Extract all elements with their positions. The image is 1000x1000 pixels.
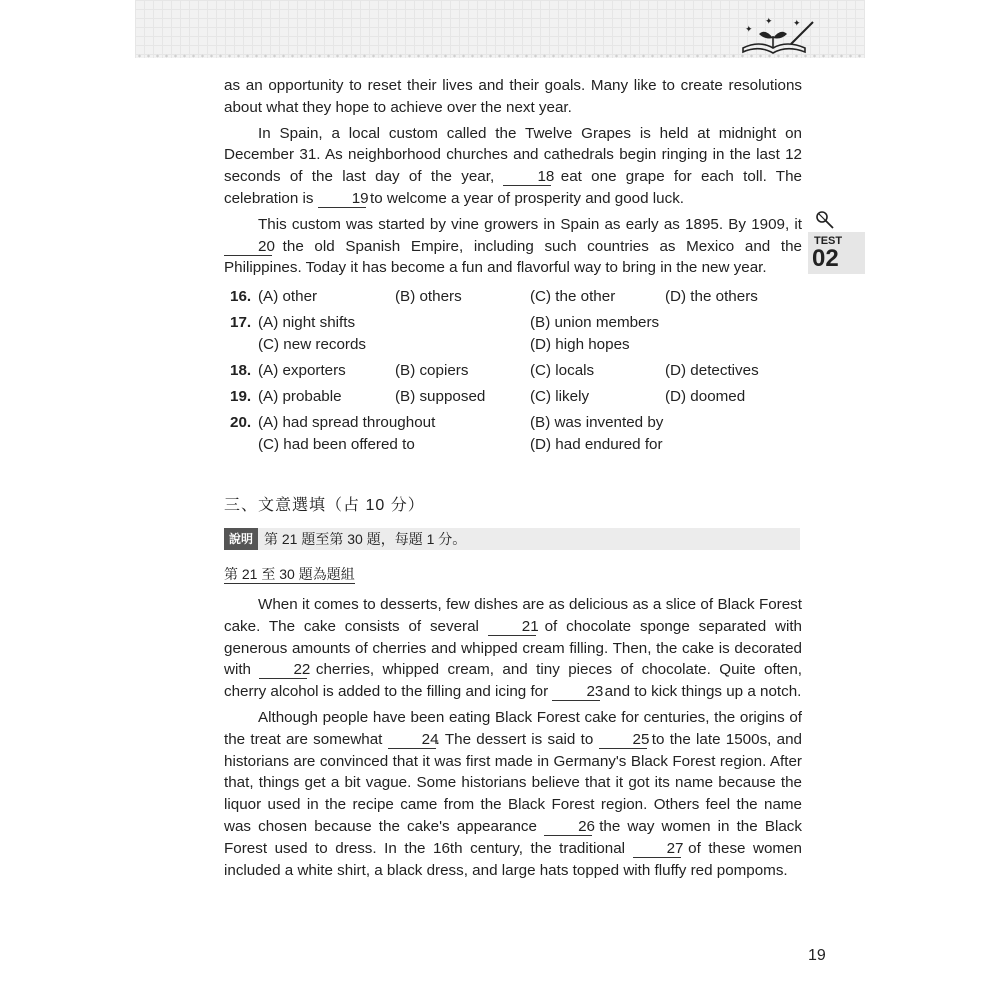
option-a: (A) other [258, 288, 318, 305]
blank-26: 26 [544, 818, 592, 836]
blank-22: 22 [259, 661, 307, 679]
option-a: (A) exporters [258, 362, 346, 379]
option-c: (C) the other [530, 288, 616, 305]
option-b: (B) others [395, 288, 462, 305]
group-label: 第 21 至 30 題為題組 [224, 566, 355, 582]
paragraph-twelve-grapes: In Spain, a local custom called the Twelve Grapes is held at midnight on December 31. As neighborhood churches and cathedrals begin ringing in the last 12 seconds of the last day of the year, 18 eat one grape for each toll. The celebration is 19 to welcome a year of prosperity and good luck. [224, 124, 802, 207]
paragraph-cake: When it comes to desserts, few dishes are as delicious as a slice of Black Forest cake. The cake consists of several 21 of chocolate sponge separated with generous amounts of cherries and whipped cream filling. Then, the cake is decorated with 22 cherries, whipped cream, and tiny pieces of chocolate. Quite often, cherry alcohol is added to the filling and icing for 23 and to kick things up a notch. [224, 596, 802, 701]
section-title: 三、文意選填（占 10 分） [224, 497, 425, 514]
option-d: (D) the others [665, 288, 758, 305]
option-c: (C) likely [530, 388, 590, 405]
paragraph-custom-origin: This custom was started by vine growers in Spain as early as 1895. By 1909, it 20 the old Spanish Empire, including such countries as Mexico and the Philippines. Today it has become a fun and flavorful way to bring in the new year. [224, 215, 802, 277]
instruction-label: 說明 [224, 528, 258, 550]
test-tab [808, 208, 865, 274]
option-a: (A) had spread throughout [258, 414, 436, 431]
instruction-bar [224, 528, 800, 550]
option-d: (D) detectives [665, 362, 759, 379]
option-c: (C) locals [530, 362, 595, 379]
blank-25: 25 [599, 731, 647, 749]
instruction-text: 第 21 題至第 30 題，每題 1 分。 [264, 531, 467, 547]
option-c: (C) new records [258, 336, 367, 353]
passage-black-forest [224, 594, 802, 885]
paragraph-origins: Although people have been eating Black Forest cake for centuries, the origins of the treat are somewhat 24. The dessert is said to 25 to the late 1500s, and historians are convinced that it was first made in Germany's Black Forest region. After that, things get a bit vague. Some historians believe that it got its name because the liquor used in the recipe came from the Black Forest region. Others feel the name was chosen because the cake's appearance 26 the way women in the Black Forest used to dress. In the 16th century, the traditional 27 of these women included a white shirt, a black dress, and large hats topped with fluffy red pompoms. [224, 708, 802, 879]
option-d: (D) doomed [665, 388, 746, 405]
svg-text:✦: ✦ [793, 18, 801, 28]
option-d: (D) had endured for [530, 436, 663, 453]
option-b: (B) was invented by [530, 414, 664, 431]
test-label: TEST [814, 235, 843, 247]
blank-23: 23 [552, 683, 600, 701]
blank-20: 20 [224, 238, 272, 256]
blank-18: 18 [503, 168, 551, 186]
option-d: (D) high hopes [530, 336, 630, 353]
passage-new-year [224, 75, 802, 283]
page-number: 19 [808, 947, 826, 964]
blank-24: 24 [388, 731, 436, 749]
option-c: (C) had been offered to [258, 436, 415, 453]
book-sprout-icon [735, 14, 815, 58]
blank-19: 19 [318, 190, 366, 208]
svg-text:✦: ✦ [765, 16, 773, 26]
test-number: 02 [812, 245, 839, 272]
option-b: (B) copiers [395, 362, 469, 379]
blank-27: 27 [633, 840, 681, 858]
blank-21: 21 [488, 618, 536, 636]
option-a: (A) probable [258, 388, 342, 405]
svg-text:✦: ✦ [745, 24, 753, 34]
option-b: (B) supposed [395, 388, 486, 405]
paragraph: as an opportunity to reset their lives and their goals. Many like to create resolutions about what they hope to achieve over the next year. [224, 77, 802, 116]
option-b: (B) union members [530, 314, 660, 331]
option-a: (A) night shifts [258, 314, 356, 331]
pushpin-icon [813, 208, 837, 232]
